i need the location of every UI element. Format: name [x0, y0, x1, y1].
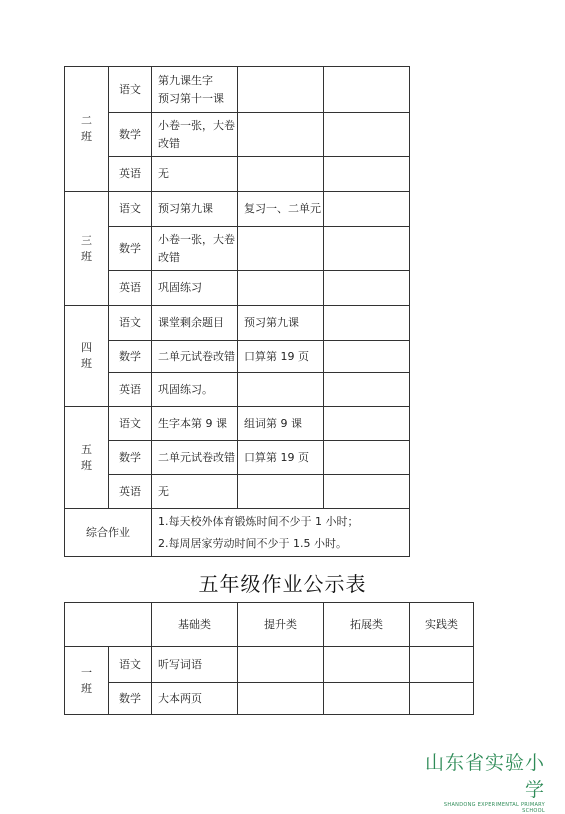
subject-cell: 数学 [109, 227, 152, 271]
class-label [65, 407, 109, 509]
improve-homework-cell [238, 373, 324, 407]
improve-homework-cell-text: 预习第九课 [244, 316, 299, 329]
comprehensive-content-text: 2.每周居家劳动时间不少于 1.5 小时。 [158, 536, 347, 550]
table-row [65, 271, 410, 306]
basic-homework-cell-text: 第九课生字 [158, 73, 213, 87]
basic-homework-cell-text: 改错 [158, 250, 180, 264]
column-header: 实践类 [410, 603, 474, 647]
basic-homework-cell-text: 无 [158, 484, 169, 498]
basic-homework-cell [152, 227, 238, 271]
table-row [65, 157, 410, 192]
improve-homework-cell-text: 组词第 9 课 [244, 416, 302, 430]
basic-homework-cell [152, 192, 238, 227]
table-row [65, 407, 410, 441]
subject-cell: 数学 [109, 113, 152, 157]
school-logo [425, 748, 546, 814]
class-label-char: 四 [81, 341, 92, 354]
table-row [65, 67, 410, 113]
basic-homework-cell-text: 二单元试卷改错 [158, 450, 235, 464]
extend-homework-cell [324, 373, 410, 407]
comprehensive-label: 综合作业 [65, 509, 152, 557]
extend-homework-cell [324, 306, 410, 341]
improve-homework-cell-text: 复习一、二单元 [244, 202, 321, 215]
class-label [65, 306, 109, 407]
basic-homework-cell [152, 407, 238, 441]
basic-homework-cell-text: 无 [158, 167, 169, 180]
extend-homework-cell [324, 113, 410, 157]
basic-homework-cell-text: 改错 [158, 136, 180, 150]
subject-cell: 数学 [109, 341, 152, 373]
table-row [65, 341, 410, 373]
improve-homework-cell [238, 475, 324, 509]
class-label-char: 班 [81, 681, 92, 695]
basic-homework-cell [152, 647, 238, 683]
class-label-char: 五 [81, 442, 92, 456]
extend-homework-cell [324, 341, 410, 373]
extend-homework-cell [324, 67, 410, 113]
basic-homework-cell-text: 巩固练习。 [158, 382, 213, 396]
extend-homework-cell [324, 683, 410, 715]
comprehensive-content-text: 1.每天校外体育锻炼时间不少于 1 小时； [158, 514, 359, 528]
homework-table-1 [64, 66, 410, 557]
page-title: 五年级作业公示表 [198, 572, 367, 596]
basic-homework-cell-text: 预习第九课 [158, 202, 213, 215]
class-label-char: 二 [81, 114, 92, 127]
class-label-char: 班 [81, 249, 92, 263]
class-label-char: 班 [81, 130, 92, 143]
extend-homework-cell [324, 647, 410, 683]
class-label-char: 班 [81, 357, 92, 370]
column-header: 基础类 [152, 603, 238, 647]
extend-homework-cell [324, 407, 410, 441]
subject-cell: 数学 [109, 683, 152, 715]
comprehensive-content [152, 509, 410, 557]
basic-homework-cell-text: 课堂剩余题目 [158, 316, 224, 329]
basic-homework-cell [152, 475, 238, 509]
improve-homework-cell-text: 口算第 19 页 [244, 450, 309, 464]
practice-homework-cell [410, 683, 474, 715]
basic-homework-cell-text: 小卷一张，大卷 [158, 232, 235, 246]
improve-homework-cell [238, 407, 324, 441]
class-label [65, 192, 109, 306]
table-row [65, 475, 410, 509]
improve-homework-cell [238, 113, 324, 157]
subject-cell: 英语 [109, 271, 152, 306]
basic-homework-cell-text: 预习第十一课 [158, 91, 224, 105]
improve-homework-cell [238, 341, 324, 373]
basic-homework-cell-text: 大本两页 [158, 691, 202, 705]
improve-homework-cell [238, 306, 324, 341]
subject-cell: 语文 [109, 192, 152, 227]
class-label-char: 一 [81, 665, 92, 679]
basic-homework-cell [152, 441, 238, 475]
basic-homework-cell [152, 341, 238, 373]
table-row [65, 683, 474, 715]
improve-homework-cell [238, 441, 324, 475]
subject-cell: 英语 [109, 475, 152, 509]
improve-homework-cell [238, 157, 324, 192]
table-header-row [65, 603, 474, 647]
basic-homework-cell [152, 271, 238, 306]
class-label-char: 三 [81, 233, 92, 247]
subject-cell: 语文 [109, 647, 152, 683]
table-row [65, 306, 410, 341]
extend-homework-cell [324, 441, 410, 475]
class-label-char: 班 [81, 458, 92, 472]
extend-homework-cell [324, 227, 410, 271]
basic-homework-cell-text: 小卷一张，大卷 [158, 118, 235, 132]
table-row [65, 373, 410, 407]
table-row [65, 113, 410, 157]
table-row [65, 192, 410, 227]
table-row [65, 441, 410, 475]
basic-homework-cell [152, 113, 238, 157]
improve-homework-cell [238, 683, 324, 715]
improve-homework-cell [238, 67, 324, 113]
table-row [65, 647, 474, 683]
subject-cell: 英语 [109, 157, 152, 192]
basic-homework-cell-text: 听写词语 [158, 657, 202, 671]
column-header: 拓展类 [324, 603, 410, 647]
basic-homework-cell [152, 306, 238, 341]
basic-homework-cell [152, 157, 238, 192]
basic-homework-cell [152, 67, 238, 113]
improve-homework-cell [238, 192, 324, 227]
class-label [65, 647, 109, 715]
improve-homework-cell [238, 647, 324, 683]
practice-homework-cell [410, 647, 474, 683]
subject-cell: 语文 [109, 407, 152, 441]
subject-cell: 语文 [109, 67, 152, 113]
extend-homework-cell [324, 475, 410, 509]
improve-homework-cell-text: 口算第 19 页 [244, 349, 309, 363]
comprehensive-row [65, 509, 410, 557]
school-logo-subtitle: SHANDONG EXPERIMENTAL PRIMARY SCHOOL [443, 802, 545, 814]
basic-homework-cell [152, 683, 238, 715]
school-logo-text: 山东省实验小学 [425, 752, 546, 801]
homework-table-2 [64, 602, 474, 715]
table-row [65, 227, 410, 271]
subject-cell: 语文 [109, 306, 152, 341]
subject-cell: 数学 [109, 441, 152, 475]
basic-homework-cell-text: 生字本第 9 课 [158, 416, 227, 430]
basic-homework-cell [152, 373, 238, 407]
basic-homework-cell-text: 二单元试卷改错 [158, 349, 235, 363]
subject-cell: 英语 [109, 373, 152, 407]
column-header: 提升类 [238, 603, 324, 647]
class-label [65, 67, 109, 192]
improve-homework-cell [238, 271, 324, 306]
extend-homework-cell [324, 192, 410, 227]
basic-homework-cell-text: 巩固练习 [158, 281, 202, 294]
extend-homework-cell [324, 157, 410, 192]
header-blank [65, 603, 152, 647]
extend-homework-cell [324, 271, 410, 306]
improve-homework-cell [238, 227, 324, 271]
